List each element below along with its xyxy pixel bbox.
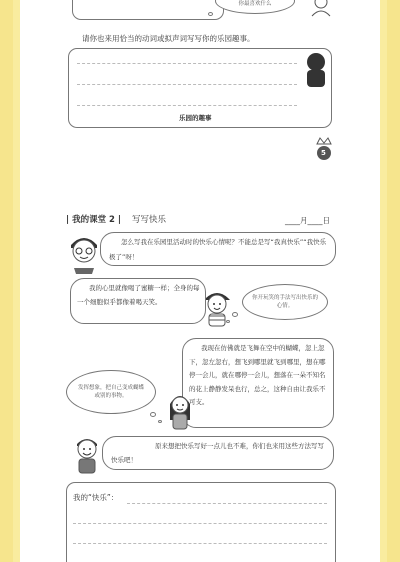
my-happiness-box	[66, 482, 336, 562]
writing-line	[77, 105, 297, 106]
writing-line	[73, 523, 327, 524]
lesson-subtitle: 写写快乐	[132, 215, 167, 225]
tip-cloud-1-text: 你开玩笑的手法写出快乐的心情。	[252, 295, 319, 309]
date-blank: ____月____日	[285, 216, 330, 225]
top-bubble	[215, 0, 295, 14]
tip-cloud-1	[242, 284, 328, 320]
instruction-text: 请你也来用恰当的动词或拟声词写写你的乐园趣事。	[82, 34, 255, 43]
tip-cloud-2-text: 发挥想象，把自己变成蝴蝶或别的事物。	[77, 385, 144, 399]
boy-cap-figure	[202, 288, 232, 330]
dialogue-box-1	[100, 232, 336, 266]
cloud-dot	[226, 320, 230, 323]
boy-top-figure	[306, 0, 336, 18]
page-number: 5	[321, 149, 326, 157]
tip-cloud-2	[66, 370, 156, 414]
dialogue-box-2	[70, 278, 206, 324]
dialogue-text-4: 原来想把快乐写好一点儿也不难，你们也来用这些方法写写快乐吧！	[111, 442, 324, 464]
boy-bottom-figure	[72, 434, 102, 474]
bubble-dot	[208, 12, 213, 16]
top-bubble-text: 你最喜欢什么	[238, 1, 272, 7]
dialogue-text-1: 怎么写我在乐园里活动时的快乐心情呢？不能总是写“我真快乐”“我快乐极了”呀！	[109, 238, 327, 261]
writing-line	[127, 503, 327, 504]
workbook-page	[20, 0, 380, 562]
box-caption: 乐园的趣事	[179, 114, 212, 122]
right-yellow-border	[380, 0, 400, 562]
cloud-dot	[158, 420, 162, 423]
girl-figure	[166, 390, 194, 430]
left-yellow-border	[0, 0, 20, 562]
cloud-dot	[232, 312, 238, 317]
dialogue-box-4	[102, 436, 334, 470]
boy-glasses-figure	[64, 234, 104, 274]
writing-line	[73, 543, 327, 544]
my-happiness-label: 我的“快乐”：	[73, 493, 119, 502]
lesson-label: | 我的课堂 2 |	[66, 215, 122, 225]
writing-line	[77, 84, 297, 85]
dialogue-text-2: 我的心里就像喝了蜜糖一样；全身的每一个细胞似乎都像着喝天笑。	[77, 284, 200, 306]
writing-line	[77, 63, 297, 64]
dialogue-box-3	[182, 338, 334, 428]
writing-box-top	[68, 48, 332, 128]
dialogue-text-3: 我现在仿佛就是飞舞在空中的蝴蝶，忽上忽下，忽左忽右，想飞到哪里就飞到哪里，想在哪停一会儿，就在哪停一会儿，想落在一朵不知名的花上静静发呆也行，总之，这种自由让我乐不可支。	[189, 344, 326, 406]
prev-box	[72, 0, 224, 20]
silhouette-icon	[305, 53, 327, 89]
cloud-dot	[150, 412, 156, 417]
